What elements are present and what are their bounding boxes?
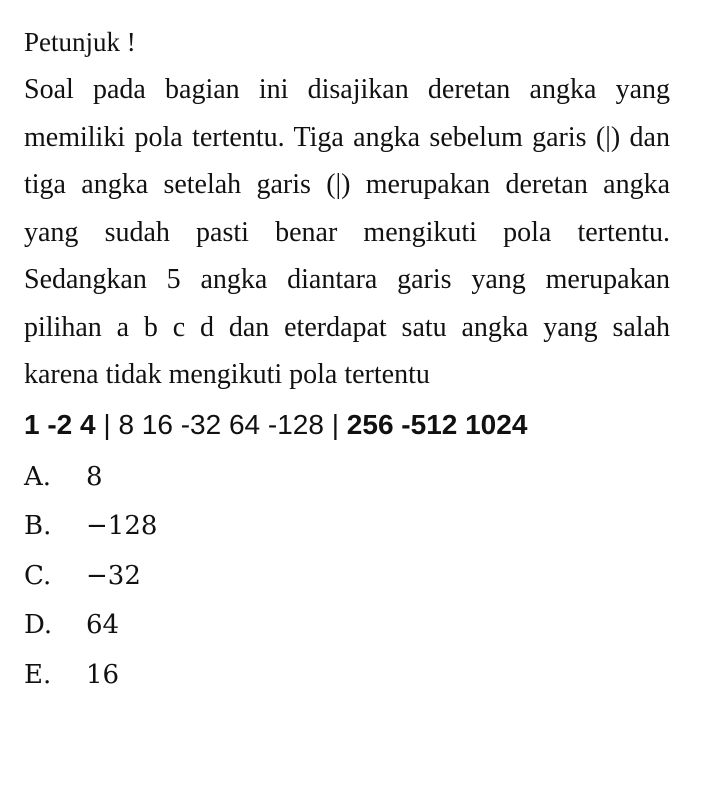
option-a[interactable] — [24, 453, 670, 503]
option-c[interactable] — [24, 552, 670, 602]
number-sequence — [24, 403, 670, 447]
sequence-separator-left: | — [103, 408, 111, 440]
sequence-after: 256 -512 1024 — [346, 408, 528, 440]
option-value: 64 — [86, 610, 120, 640]
question-container — [24, 22, 670, 716]
sequence-before: 1 -2 4 — [24, 408, 96, 440]
option-d[interactable] — [24, 601, 670, 651]
option-e[interactable] — [24, 651, 670, 701]
instructions-title: Petunjuk ! — [24, 27, 136, 57]
option-letter: E. — [24, 659, 52, 690]
option-value: 8 — [86, 461, 103, 492]
option-value: 16 — [86, 659, 120, 690]
option-letter: B. — [24, 511, 52, 541]
option-b[interactable] — [24, 502, 670, 552]
instructions-text: Soal pada bagian ini disajikan deretan angka yang memiliki pola tertentu. Tiga angka sebelum garis (|) dan tiga angka setelah garis (|) merupakan deretan angka yang sudah pasti benar mengikuti pola tertentu. Sedangkan 5 angka diantara garis yang merupakan pilihan a b c d dan eterdapat satu angka yang salah karena tidak mengikuti pola tertentu — [24, 74, 670, 390]
option-value: −32 — [86, 560, 141, 591]
sequence-separator-right: | — [331, 408, 340, 440]
option-value: −128 — [86, 511, 158, 541]
answer-options — [24, 453, 670, 701]
option-letter: A. — [24, 461, 52, 492]
option-letter: D. — [24, 610, 53, 640]
sequence-middle: 8 16 -32 64 -128 — [118, 408, 324, 440]
option-letter: C. — [24, 560, 52, 591]
